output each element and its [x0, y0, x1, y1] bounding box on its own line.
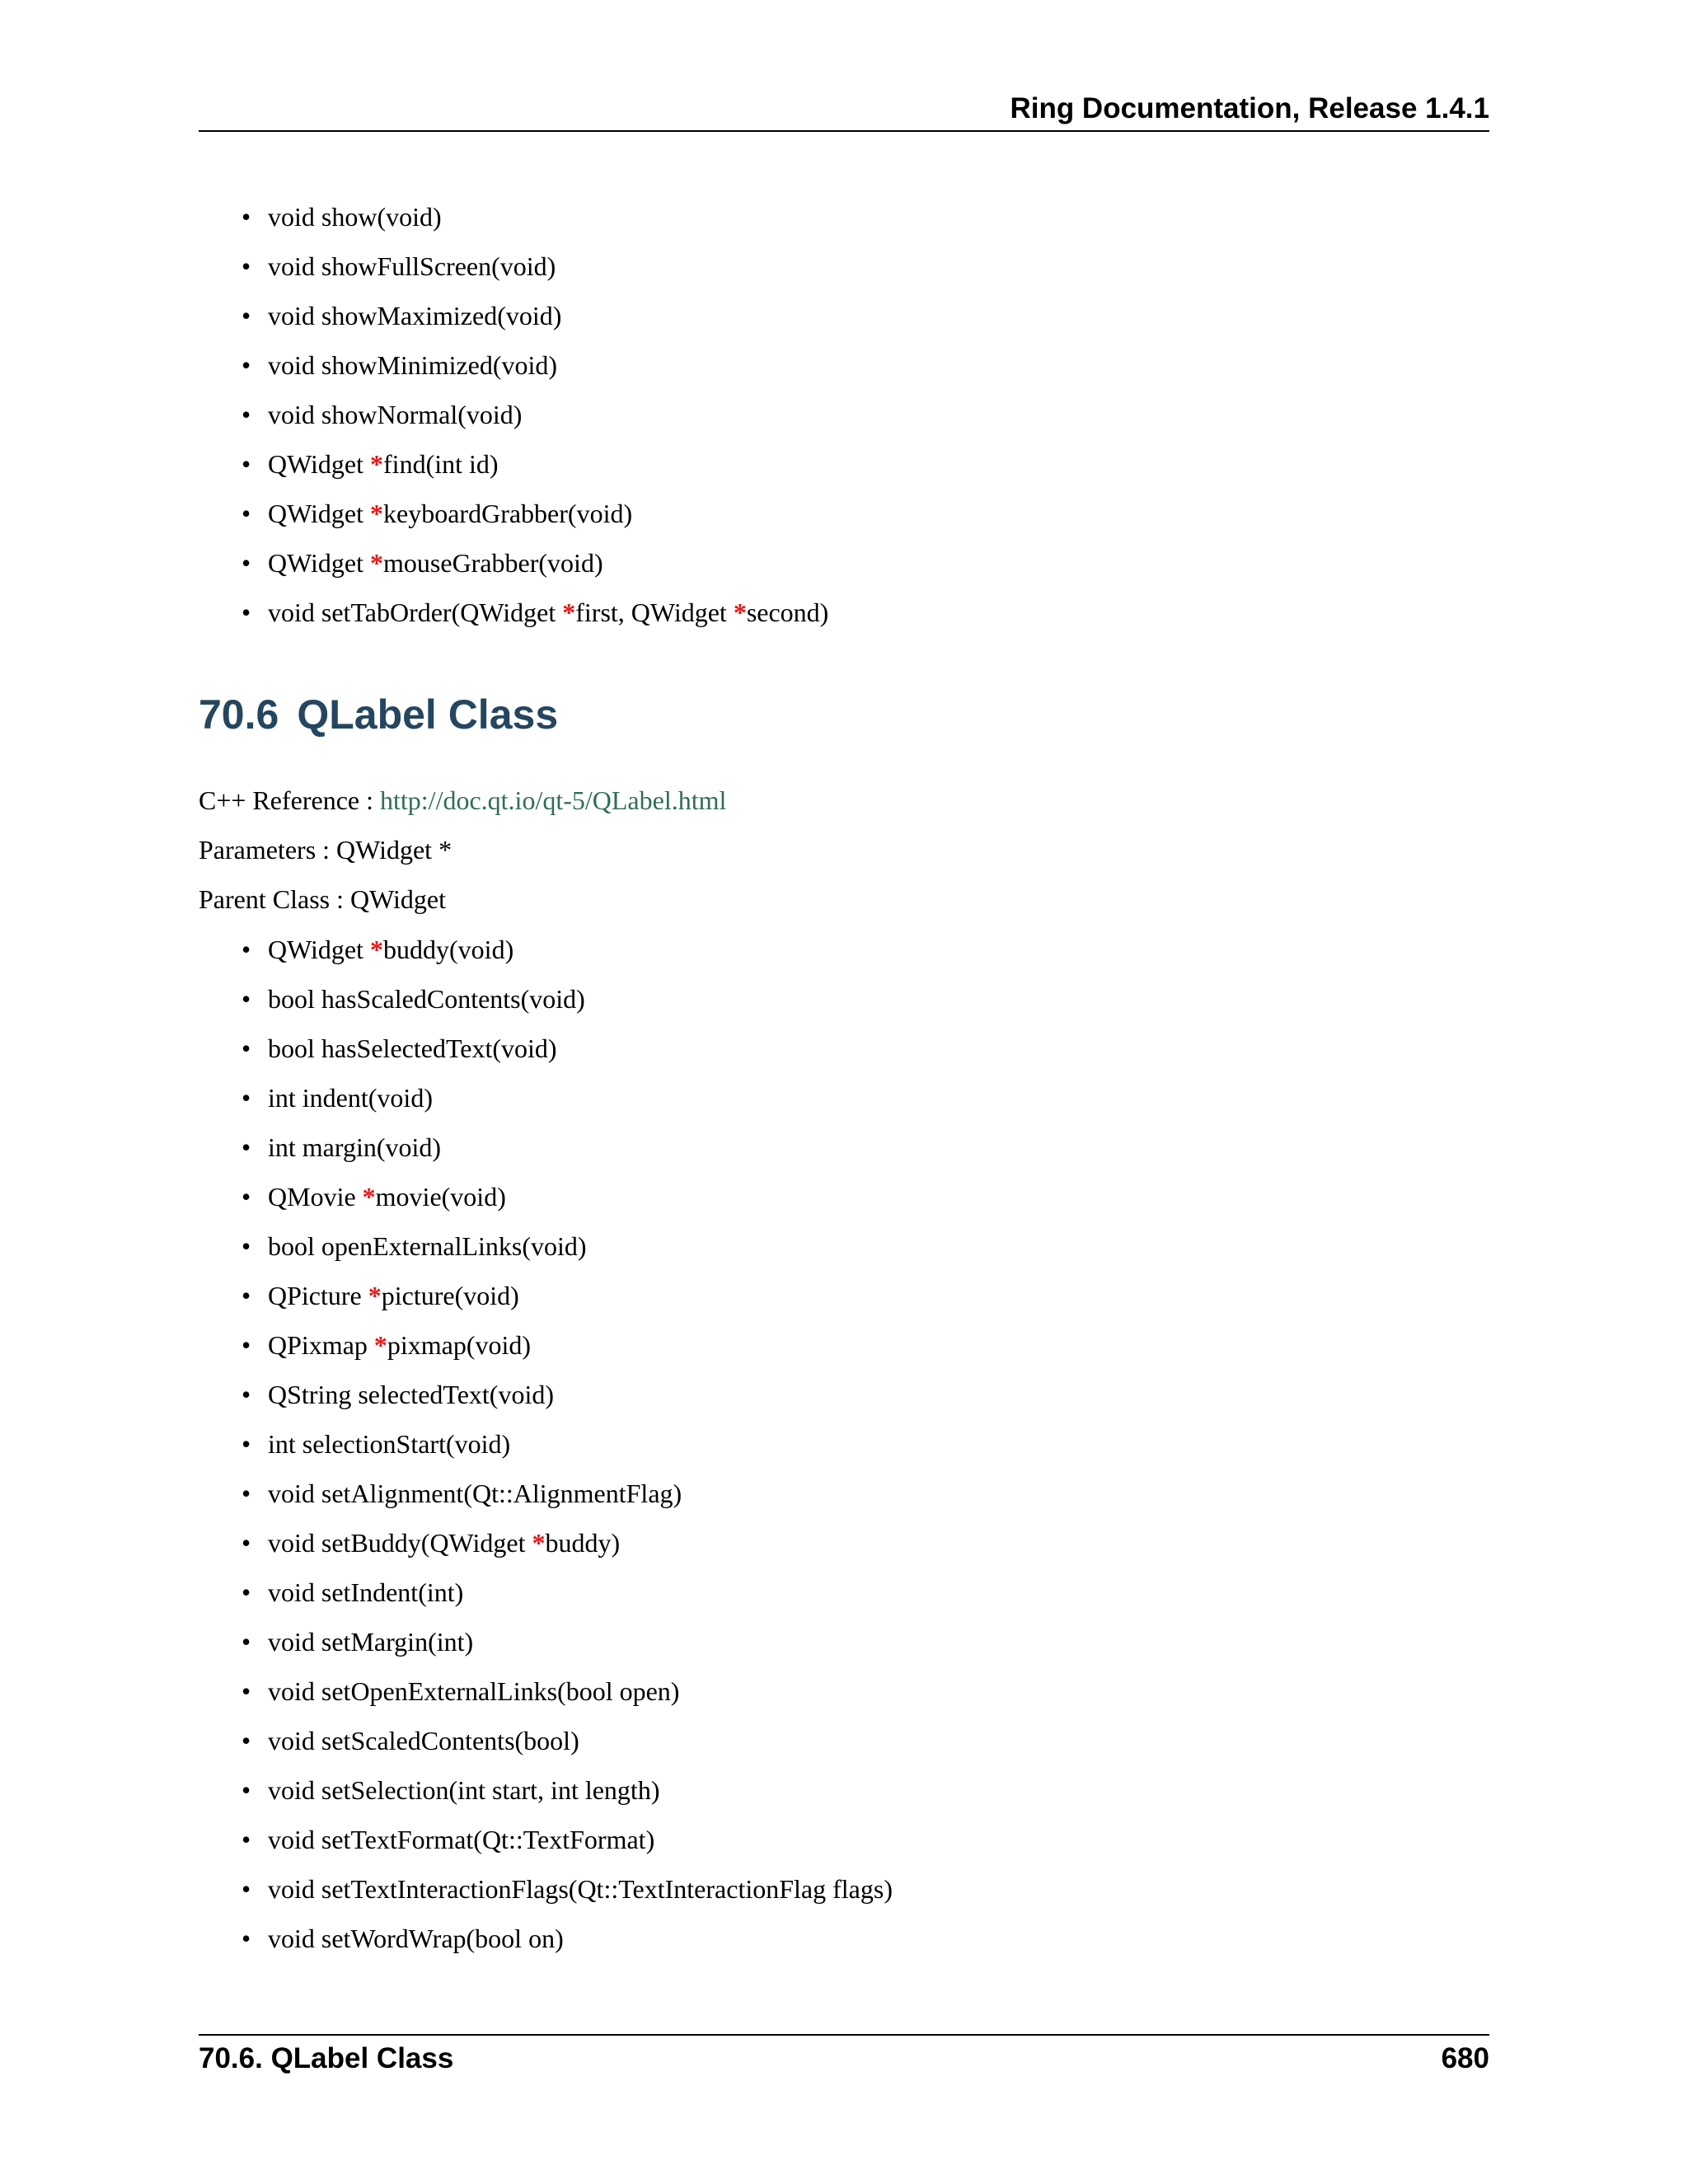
- method-text: buddy): [545, 1528, 621, 1558]
- method-text: QWidget: [268, 449, 371, 479]
- method-item: [0, 349, 828, 382]
- method-text: void setIndent(int): [268, 1577, 464, 1607]
- method-item: [0, 1180, 893, 1213]
- method-list-top: [0, 200, 828, 645]
- bullet-icon: •: [241, 1479, 251, 1508]
- method-item: [0, 1427, 893, 1460]
- method-item: [0, 1032, 893, 1065]
- bullet-icon: •: [241, 1775, 251, 1805]
- method-text: void setTextFormat(Qt::TextFormat): [268, 1825, 655, 1854]
- method-text: int margin(void): [268, 1132, 442, 1162]
- method-item: [0, 1576, 893, 1609]
- bullet-icon: •: [241, 1182, 251, 1212]
- bullet-icon: •: [241, 499, 251, 528]
- bullet-icon: •: [241, 1380, 251, 1409]
- bullet-icon: •: [241, 350, 251, 380]
- bullet-icon: •: [241, 598, 251, 627]
- method-text: QString selectedText(void): [268, 1380, 554, 1409]
- method-text: void setSelection(int start, int length): [268, 1775, 660, 1805]
- pointer-asterisk: *: [368, 1281, 382, 1310]
- method-item: [0, 982, 893, 1015]
- method-text: QPixmap: [268, 1330, 374, 1360]
- method-item: [0, 299, 828, 332]
- method-item: [0, 1774, 893, 1807]
- method-text: void show(void): [268, 202, 442, 232]
- method-text: QWidget: [268, 548, 371, 578]
- bullet-icon: •: [241, 1528, 251, 1558]
- bullet-icon: •: [241, 1726, 251, 1755]
- method-text: mouseGrabber(void): [383, 548, 603, 578]
- method-text: void setBuddy(QWidget: [268, 1528, 532, 1558]
- method-item: [0, 546, 828, 579]
- bullet-icon: •: [241, 449, 251, 479]
- bullet-icon: •: [241, 1874, 251, 1904]
- method-text: bool hasSelectedText(void): [268, 1033, 557, 1063]
- page-number: 680: [1441, 2042, 1489, 2074]
- bullet-icon: •: [241, 400, 251, 429]
- method-item: [0, 1823, 893, 1856]
- pointer-asterisk: *: [370, 548, 384, 578]
- footer-section-label: 70.6. QLabel Class: [199, 2042, 454, 2074]
- bullet-icon: •: [241, 1577, 251, 1607]
- pointer-asterisk: *: [370, 449, 384, 479]
- method-text: int indent(void): [268, 1083, 433, 1113]
- method-text: movie(void): [375, 1182, 506, 1212]
- method-item: [0, 1922, 893, 1955]
- method-text: void setWordWrap(bool on): [268, 1924, 564, 1953]
- method-item: [0, 1625, 893, 1658]
- method-text: void setOpenExternalLinks(bool open): [268, 1676, 680, 1706]
- method-item: [0, 933, 893, 966]
- method-text: bool openExternalLinks(void): [268, 1231, 587, 1261]
- pointer-asterisk: *: [370, 499, 384, 528]
- method-item: [0, 200, 828, 233]
- method-text: QWidget: [268, 935, 371, 964]
- method-item: [0, 1675, 893, 1708]
- method-text: first, QWidget: [575, 598, 734, 627]
- method-text: void showNormal(void): [268, 400, 523, 429]
- method-item: [0, 1724, 893, 1757]
- method-list-qlabel: [0, 933, 893, 1971]
- bullet-icon: •: [241, 1627, 251, 1657]
- bullet-icon: •: [241, 984, 251, 1014]
- method-item: [0, 1526, 893, 1559]
- method-item: [0, 1279, 893, 1312]
- section-heading: [199, 686, 558, 743]
- method-text: int selectionStart(void): [268, 1429, 511, 1459]
- method-item: [0, 1872, 893, 1905]
- method-item: [0, 1329, 893, 1361]
- method-text: QPicture: [268, 1281, 368, 1310]
- running-header: Ring Documentation, Release 1.4.1: [1010, 92, 1489, 124]
- pointer-asterisk: *: [373, 1330, 387, 1360]
- method-text: void setMargin(int): [268, 1627, 474, 1657]
- reference-label: C++ Reference :: [199, 785, 380, 815]
- method-item: [0, 398, 828, 431]
- method-text: keyboardGrabber(void): [383, 499, 633, 528]
- method-item: [0, 1378, 893, 1411]
- bullet-icon: •: [241, 1231, 251, 1261]
- method-text: bool hasScaledContents(void): [268, 984, 585, 1014]
- pointer-asterisk: *: [733, 598, 747, 627]
- method-text: void setScaledContents(bool): [268, 1726, 579, 1755]
- footer-rule: [199, 2034, 1489, 2036]
- bullet-icon: •: [241, 1676, 251, 1706]
- method-item: [0, 1131, 893, 1164]
- pointer-asterisk: *: [362, 1182, 376, 1212]
- bullet-icon: •: [241, 1825, 251, 1854]
- method-text: void setTabOrder(QWidget: [268, 598, 563, 627]
- method-text: QWidget: [268, 499, 371, 528]
- method-item: [0, 250, 828, 283]
- method-text: void setTextInteractionFlags(Qt::TextInteractionFlag flags): [268, 1874, 893, 1904]
- parent-class-line: Parent Class : QWidget: [199, 884, 446, 914]
- bullet-icon: •: [241, 1083, 251, 1113]
- method-item: [0, 1477, 893, 1510]
- bullet-icon: •: [241, 1132, 251, 1162]
- method-text: second): [746, 598, 829, 627]
- bullet-icon: •: [241, 251, 251, 281]
- method-item: [0, 448, 828, 480]
- bullet-icon: •: [241, 1924, 251, 1953]
- bullet-icon: •: [241, 1330, 251, 1360]
- method-text: find(int id): [383, 449, 499, 479]
- header-rule: [199, 130, 1489, 132]
- method-text: void setAlignment(Qt::AlignmentFlag): [268, 1479, 682, 1508]
- bullet-icon: •: [241, 548, 251, 578]
- method-item: [0, 497, 828, 530]
- method-text: void showFullScreen(void): [268, 251, 556, 281]
- cpp-reference: [199, 784, 726, 817]
- method-text: pixmap(void): [387, 1330, 532, 1360]
- method-text: void showMaximized(void): [268, 301, 562, 330]
- method-item: [0, 1081, 893, 1114]
- section-number: 70.6: [199, 691, 279, 738]
- bullet-icon: •: [241, 1429, 251, 1459]
- pointer-asterisk: *: [562, 598, 576, 627]
- bullet-icon: •: [241, 935, 251, 964]
- parameters-line: Parameters : QWidget *: [199, 835, 452, 865]
- method-text: picture(void): [381, 1281, 519, 1310]
- bullet-icon: •: [241, 301, 251, 330]
- pointer-asterisk: *: [532, 1528, 546, 1558]
- section-title-text: QLabel Class: [297, 691, 559, 738]
- method-item: [0, 596, 828, 629]
- bullet-icon: •: [241, 202, 251, 232]
- bullet-icon: •: [241, 1033, 251, 1063]
- pointer-asterisk: *: [370, 935, 384, 964]
- method-item: [0, 1230, 893, 1263]
- method-text: buddy(void): [383, 935, 514, 964]
- reference-link[interactable]: http://doc.qt.io/qt-5/QLabel.html: [380, 785, 727, 815]
- bullet-icon: •: [241, 1281, 251, 1310]
- method-text: QMovie: [268, 1182, 363, 1212]
- method-text: void showMinimized(void): [268, 350, 558, 380]
